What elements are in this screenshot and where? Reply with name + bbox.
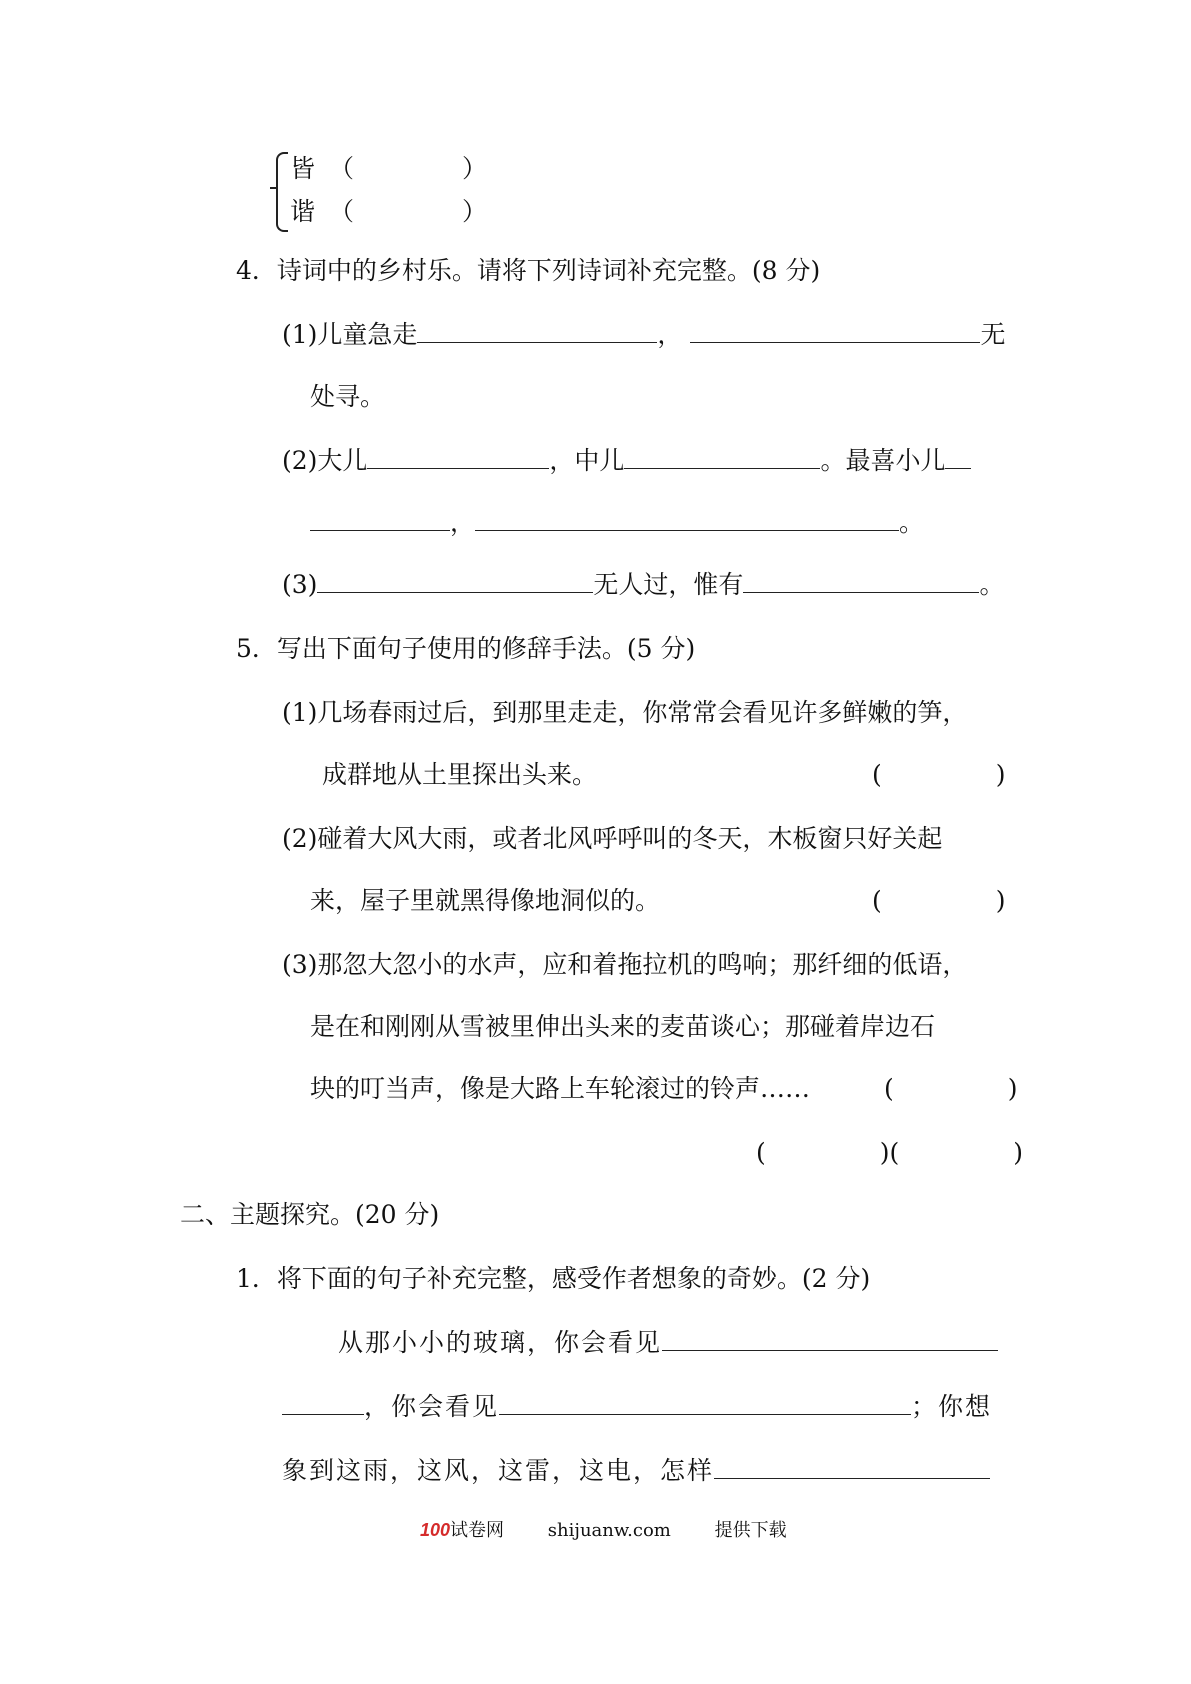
fill-blank[interactable] [499, 1390, 911, 1415]
answer-paren[interactable]: ( ) [872, 886, 1006, 915]
fill-blank[interactable] [945, 444, 971, 469]
section2-q1-line3: 象到这雨，这风，这雷，这电，怎样 [282, 1454, 990, 1488]
q4-item2-line2: ， 。 [310, 506, 924, 540]
q4-title: 4．诗词中的乡村乐。请将下列诗词补充完整。(8 分) [236, 256, 821, 285]
download-note: 提供下载 [714, 1520, 787, 1541]
q4-item3: (3) 无人过，惟有 。 [282, 570, 1005, 599]
char-2: 谐 [290, 197, 316, 226]
fill-blank[interactable] [282, 1390, 364, 1415]
char-row-1 [290, 152, 487, 186]
q5-item1-line2: 成群地从土里探出头来。 [322, 760, 598, 789]
char-row-2 [290, 195, 487, 229]
q4-item2-line1: (2)大儿 ，中儿 。最喜小儿 [282, 444, 971, 478]
brace [276, 152, 288, 232]
section2-title: 二、主题探究。(20 分) [180, 1200, 440, 1229]
paren-right: ） [461, 197, 487, 226]
answer-paren-pair[interactable]: ( )( ) [756, 1138, 1024, 1167]
q5-title: 5．写出下面句子使用的修辞手法。(5 分) [236, 634, 696, 663]
fill-blank[interactable] [475, 506, 899, 531]
q5-item2-line1: (2)碰着大风大雨，或者北风呼呼叫的冬天，木板窗只好关起 [282, 824, 943, 853]
q5-item1-line1: (1)几场春雨过后，到那里走走，你常常会看见许多鲜嫩的笋， [282, 698, 968, 727]
q5-item2-line2: 来，屋子里就黑得像地洞似的。 [310, 886, 661, 915]
section2-q1-line2: ，你会看见 ；你想 [282, 1390, 992, 1424]
site-domain: shijuanw.com [547, 1520, 671, 1541]
answer-paren[interactable]: ( ) [872, 760, 1006, 789]
q4-item1-line1: (1)儿童急走 ， 无 [282, 320, 1006, 349]
site-name: 试卷网 [450, 1520, 505, 1541]
section2-q1-title: 1．将下面的句子补充完整，感受作者想象的奇妙。(2 分) [236, 1264, 871, 1293]
fill-blank[interactable] [743, 568, 979, 593]
fill-blank[interactable] [714, 1454, 990, 1479]
fill-blank[interactable] [417, 318, 657, 343]
q5-item3-line1: (3)那忽大忽小的水声，应和着拖拉机的鸣响；那纤细的低语， [282, 950, 968, 979]
footer [420, 1518, 825, 1543]
answer-paren[interactable]: ( ) [884, 1074, 1018, 1103]
section2-q1-line1: 从那小小的玻璃，你会看见 [338, 1326, 998, 1360]
q5-item3-line2: 是在和刚刚从雪被里伸出头来的麦苗谈心；那碰着岸边石 [310, 1012, 936, 1041]
fill-blank[interactable] [662, 1326, 998, 1351]
q5-item3-line3: 块的叮当声，像是大路上车轮滚过的铃声…… [310, 1074, 811, 1103]
paren-left: （ [328, 197, 354, 226]
paren-left: （ [328, 154, 354, 183]
q4-item1-line2: 处寻。 [310, 382, 386, 411]
fill-blank[interactable] [317, 568, 593, 593]
fill-blank[interactable] [690, 318, 980, 343]
fill-blank[interactable] [367, 444, 549, 469]
site-logo: 100 [420, 1520, 451, 1540]
brace-tip [270, 187, 278, 189]
char-1: 皆 [290, 154, 316, 183]
paren-right: ） [461, 154, 487, 183]
fill-blank[interactable] [310, 506, 450, 531]
fill-blank[interactable] [624, 444, 820, 469]
